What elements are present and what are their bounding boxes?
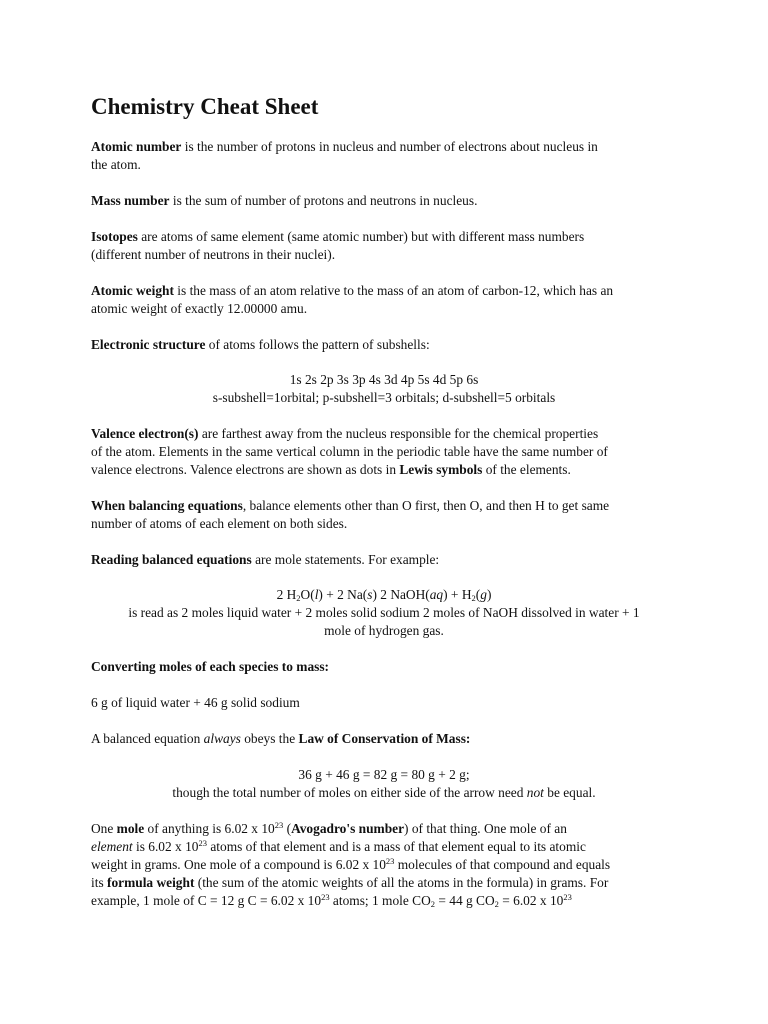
mole-line-4: its formula weight (the sum of the atomic weights of all the atoms in the formula) in grams. For: [91, 875, 609, 890]
conservation-line: A balanced equation always obeys the Law of Conservation of Mass:: [91, 731, 471, 746]
atomic-number-line-1: Atomic number is the number of protons in nucleus and number of electrons about nucleus in: [91, 139, 598, 154]
reaction-reading-line-2: mole of hydrogen gas.: [324, 623, 444, 638]
mole-term: mole: [116, 821, 145, 836]
mole-line-2: element is 6.02 x $10^{23}$ atoms of that element and is a mass of that element equal to its atomic: [91, 838, 586, 854]
conservation-note: though the total number of moles on either side of the arrow need not be equal.: [172, 785, 596, 800]
balancing-line-2: number of atoms of each element on both sides.: [91, 516, 348, 531]
formula-weight-term: formula weight: [107, 875, 195, 890]
mole-line-3: weight in grams. One mole of a compound is 6.02 x $10^{23}$ molecules of that compound and equals: [91, 856, 611, 872]
subshell-orbitals: s-subshell=1orbital; p-subshell=3 orbitals; d-subshell=5 orbitals: [212, 390, 556, 405]
reading-term: Reading balanced equations: [91, 552, 252, 567]
atomic-weight-line-1: Atomic weight is the mass of an atom relative to the mass of an atom of carbon-12, which has an: [91, 283, 614, 298]
valence-line-3: valence electrons. Valence electrons are shown as dots in Lewis symbols of the elements.: [91, 462, 571, 477]
atomic-weight-term: Atomic weight: [91, 283, 174, 298]
converting-example: 6 g of liquid water + 46 g solid sodium: [91, 695, 300, 710]
atomic-number-line-2: the atom.: [91, 157, 141, 172]
conservation-law-term: Law of Conservation of Mass:: [298, 731, 471, 746]
mass-number-line: Mass number is the sum of number of protons and neutrons in nucleus.: [91, 193, 478, 208]
valence-line-1: Valence electron(s) are farthest away from the nucleus responsible for the chemical properties: [91, 426, 599, 441]
reaction-reading-line-1: is read as 2 moles liquid water + 2 moles solid sodium 2 moles of NaOH dissolved in water + 1: [128, 605, 640, 620]
atomic-weight-line-2: atomic weight of exactly 12.00000 amu.: [91, 301, 308, 316]
isotopes-line-2: (different number of neutrons in their nuclei).: [91, 247, 336, 262]
reading-line: Reading balanced equations are mole statements. For example:: [91, 552, 440, 567]
balancing-term: When balancing equations: [91, 498, 243, 513]
isotopes-line-1: Isotopes are atoms of same element (same atomic number) but with different mass numbers: [91, 229, 585, 244]
reaction-equation: 2 $H_2O(l) + 2$ Na(s) 2 NaOH(aq) + $H_2(g)$: [276, 587, 492, 603]
atomic-number-term: Atomic number: [91, 139, 182, 154]
electronic-structure-term: Electronic structure: [91, 337, 206, 352]
avogadro-term: Avogadro's number: [291, 821, 405, 836]
balancing-line-1: When balancing equations, balance elements other than O first, then O, and then H to get same: [91, 498, 610, 513]
mole-line-5: example, 1 mole of C = 12 g C = 6.02 x $10^{23}$ atoms; 1 mole $CO_2 = 44$ g $CO_2 = 6.02$ x $10^{23}$: [91, 892, 572, 909]
lewis-symbols-term: Lewis symbols: [399, 462, 483, 477]
page-title: Chemistry Cheat Sheet: [91, 94, 319, 119]
electronic-structure-line: Electronic structure of atoms follows the pattern of subshells:: [91, 337, 430, 352]
subshell-pattern: 1s 2s 2p 3s 3p 4s 3d 4p 5s 4d 5p 6s: [289, 372, 479, 387]
isotopes-term: Isotopes: [91, 229, 138, 244]
conservation-equation: 36 g + 46 g = 82 g = 80 g + 2 g;: [298, 767, 470, 782]
valence-line-2: of the atom. Elements in the same vertical column in the periodic table have the same number of: [91, 444, 608, 459]
valence-term: Valence electron(s): [91, 426, 199, 441]
mole-line-1: One mole of anything is 6.02 x $10^{23}$ (Avogadro's number) of that thing. One mole of an: [91, 820, 567, 836]
converting-heading: Converting moles of each species to mass:: [91, 659, 330, 674]
mass-number-term: Mass number: [91, 193, 170, 208]
